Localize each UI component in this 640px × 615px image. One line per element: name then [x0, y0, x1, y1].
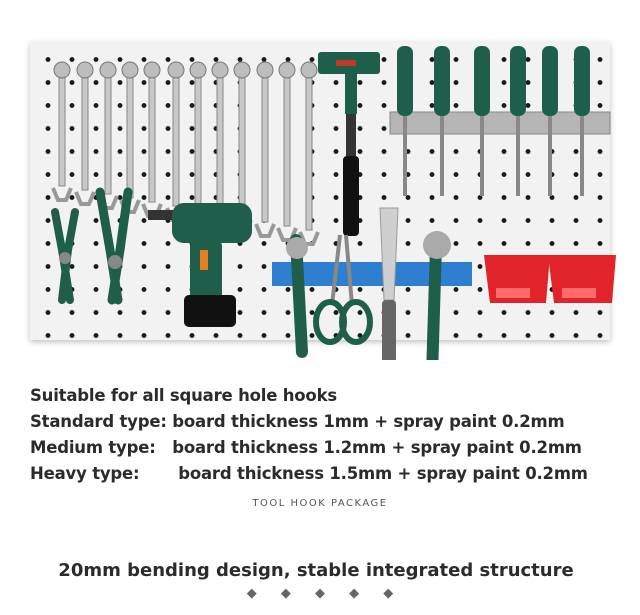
- caption-line-4: Heavy type: board thickness 1.5mm + spray paint 0.2mm: [30, 464, 588, 483]
- screwdriver-rack: [390, 112, 610, 134]
- carousel-dot[interactable]: ◆: [280, 586, 301, 601]
- carousel-dots: [0, 586, 640, 601]
- caption-line-2: Standard type: board thickness 1mm + spray paint 0.2mm: [30, 412, 565, 431]
- caption-line-3: Medium type: board thickness 1.2mm + spray paint 0.2mm: [30, 438, 582, 457]
- carousel-dot[interactable]: ◆: [315, 586, 335, 601]
- wrench-icon: [300, 62, 318, 244]
- wrench-icon: [256, 62, 274, 236]
- package-label: TOOL HOOK PACKAGE: [252, 498, 388, 509]
- wrench-icon: [53, 62, 71, 200]
- bottom-heading: 20mm bending design, stable integrated structure: [58, 560, 574, 581]
- carousel-dot[interactable]: ◆: [246, 586, 267, 601]
- adjustable-wrench-icon: [286, 237, 308, 352]
- wrench-icon: [167, 62, 185, 220]
- pliers-icon: [55, 212, 75, 300]
- wrench-icon: [99, 62, 117, 208]
- wrench-icon: [189, 62, 207, 224]
- storage-bin-icon: [484, 255, 550, 303]
- storage-bin-icon: [548, 255, 616, 303]
- wrench-icon: [76, 62, 94, 204]
- wrench-icon: [143, 62, 161, 216]
- caption-line-1: Suitable for all square hole hooks: [30, 386, 337, 405]
- wrench-icon: [278, 62, 296, 240]
- adjustable-wrench-icon: [423, 231, 451, 360]
- drill-icon: [148, 203, 252, 327]
- carousel-dot[interactable]: ◆: [349, 586, 370, 601]
- carousel-dot[interactable]: ◆: [383, 586, 404, 601]
- hammer-icon: [318, 52, 380, 236]
- scissors-icon: [316, 235, 370, 342]
